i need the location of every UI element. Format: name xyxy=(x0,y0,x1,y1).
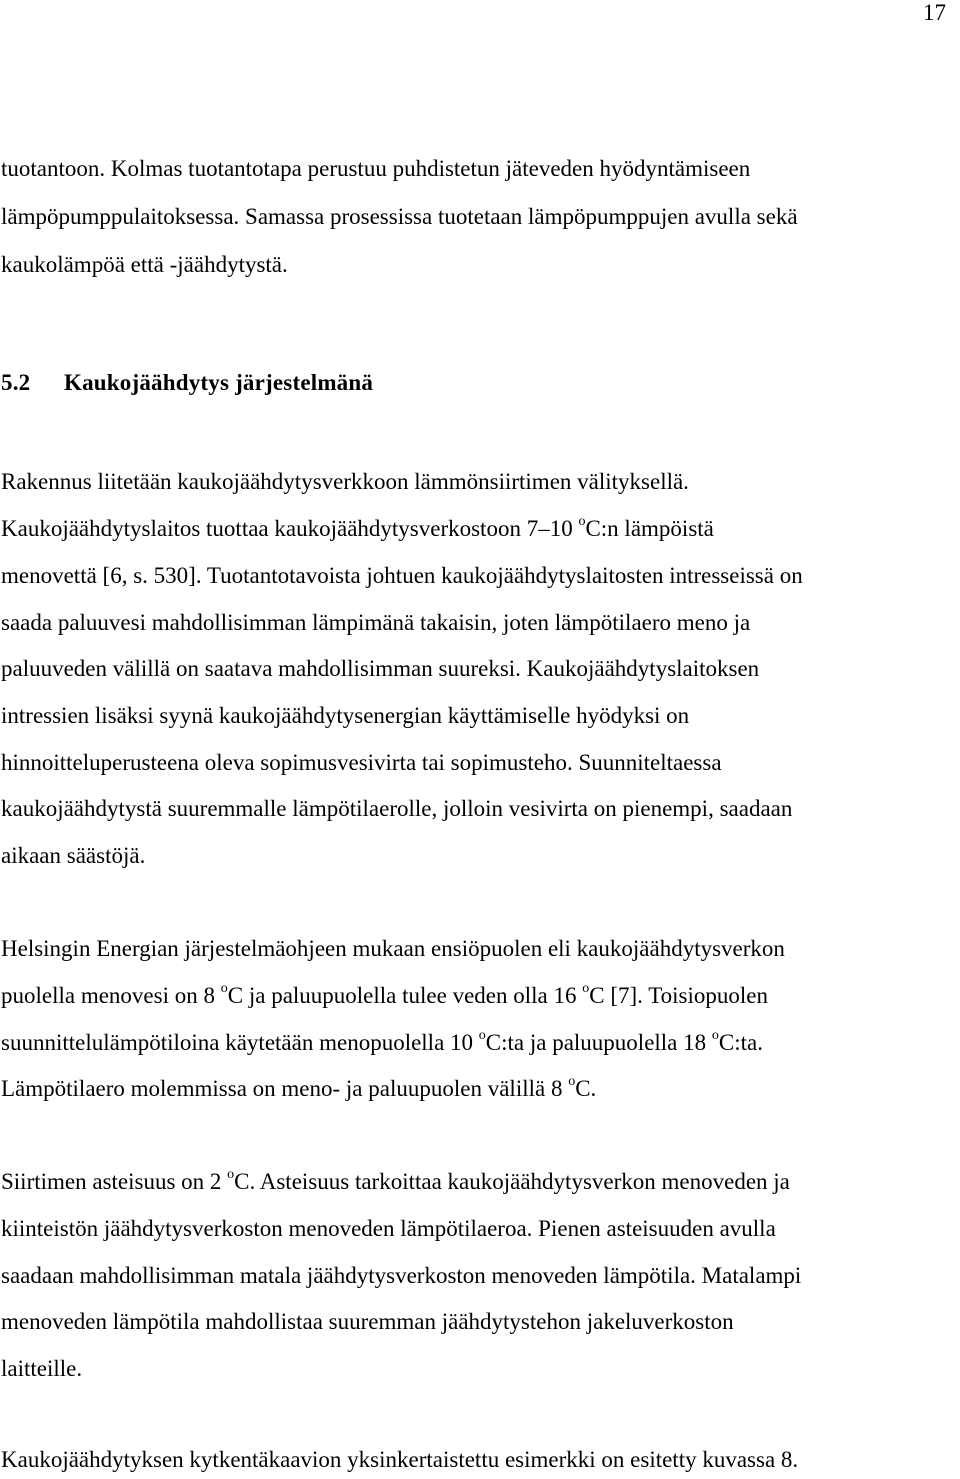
intro-line-1: tuotantoon. Kolmas tuotantotapa perustuu puhdistetun jäteveden hyödyntämiseen xyxy=(1,156,751,181)
p1-line-2: Kaukojäähdytyslaitos tuottaa kaukojäähdytysverkostoon 7–10 $^o$C:n lämpöistä xyxy=(1,514,714,541)
p2-line-1: Helsingin Energian järjestelmäohjeen mukaan ensiöpuolen eli kaukojäähdytysverkon xyxy=(1,936,785,961)
degree-sup: o xyxy=(568,1074,576,1090)
p3-line-3: saadaan mahdollisimman matala jäähdytysverkoston menoveden lämpötila. Matalampi xyxy=(1,1263,802,1288)
p4-line-1: Kaukojäähdytyksen kytkentäkaavion yksinkertaistettu esimerkki on esitetty kuvassa 8. xyxy=(1,1447,799,1472)
degree-sup: o xyxy=(478,1028,486,1044)
p1-line-9: aikaan säästöjä. xyxy=(1,843,146,868)
p1-line-7: hinnoitteluperusteena oleva sopimusvesivirta tai sopimusteho. Suunniteltaessa xyxy=(1,750,722,775)
degree-sup: o xyxy=(711,1028,719,1044)
degree-sup: o xyxy=(578,514,586,530)
p1-line-3: menovettä [6, s. 530]. Tuotantotavoista johtuen kaukojäähdytyslaitosten intresseissä on xyxy=(1,563,803,588)
degree-sup: o xyxy=(582,981,590,997)
p1-line-8: kaukojäähdytystä suuremmalle lämpötilaerolle, jolloin vesivirta on pienempi, saadaan xyxy=(1,796,793,821)
intro-line-3: kaukolämpöä että -jäähdytystä. xyxy=(1,252,288,277)
p3-line-4: menoveden lämpötila mahdollistaa suuremman jäähdytystehon jakeluverkoston xyxy=(1,1309,734,1334)
degree-sup: o xyxy=(227,1167,235,1183)
p3-line-1: Siirtimen asteisuus on 2 $^o$C. Asteisuus tarkoittaa kaukojäähdytysverkon menoveden ja xyxy=(1,1167,790,1194)
section-heading xyxy=(1,369,373,397)
p1-line-5: paluuveden välillä on saatava mahdollisimman suureksi. Kaukojäähdytyslaitoksen xyxy=(1,656,760,681)
section-number: 5.2 xyxy=(1,370,31,395)
intro-line-2: lämpöpumppulaitoksessa. Samassa prosessissa tuotetaan lämpöpumppujen avulla sekä xyxy=(1,204,798,229)
p3-line-5: laitteille. xyxy=(1,1356,83,1381)
p2-line-3: suunnittelulämpötiloina käytetään menopuolella 10 $^o$C:ta ja paluupuolella 18 $^o$C:ta. xyxy=(1,1028,763,1055)
p1-line-6: intressien lisäksi syynä kaukojäähdytysenergian käyttämiselle hyödyksi on xyxy=(1,703,690,728)
page-number: 17 xyxy=(923,0,946,25)
section-title: Kaukojäähdytys järjestelmänä xyxy=(64,370,374,395)
p3-line-2: kiinteistön jäähdytysverkoston menoveden lämpötilaeroa. Pienen asteisuuden avulla xyxy=(1,1216,776,1241)
p1-line-4: saada paluuvesi mahdollisimman lämpimänä takaisin, joten lämpötilaero meno ja xyxy=(1,610,751,635)
p2-line-2: puolella menovesi on 8 $^o$C ja paluupuolella tulee veden olla 16 $^o$C [7]. Toisiopuolen xyxy=(1,981,769,1008)
p2-line-4: Lämpötilaero molemmissa on meno- ja paluupuolen välillä 8 $^o$C. xyxy=(1,1074,597,1101)
p1-line-1: Rakennus liitetään kaukojäähdytysverkkoon lämmönsiirtimen välityksellä. xyxy=(1,469,689,494)
degree-sup: o xyxy=(220,981,228,997)
